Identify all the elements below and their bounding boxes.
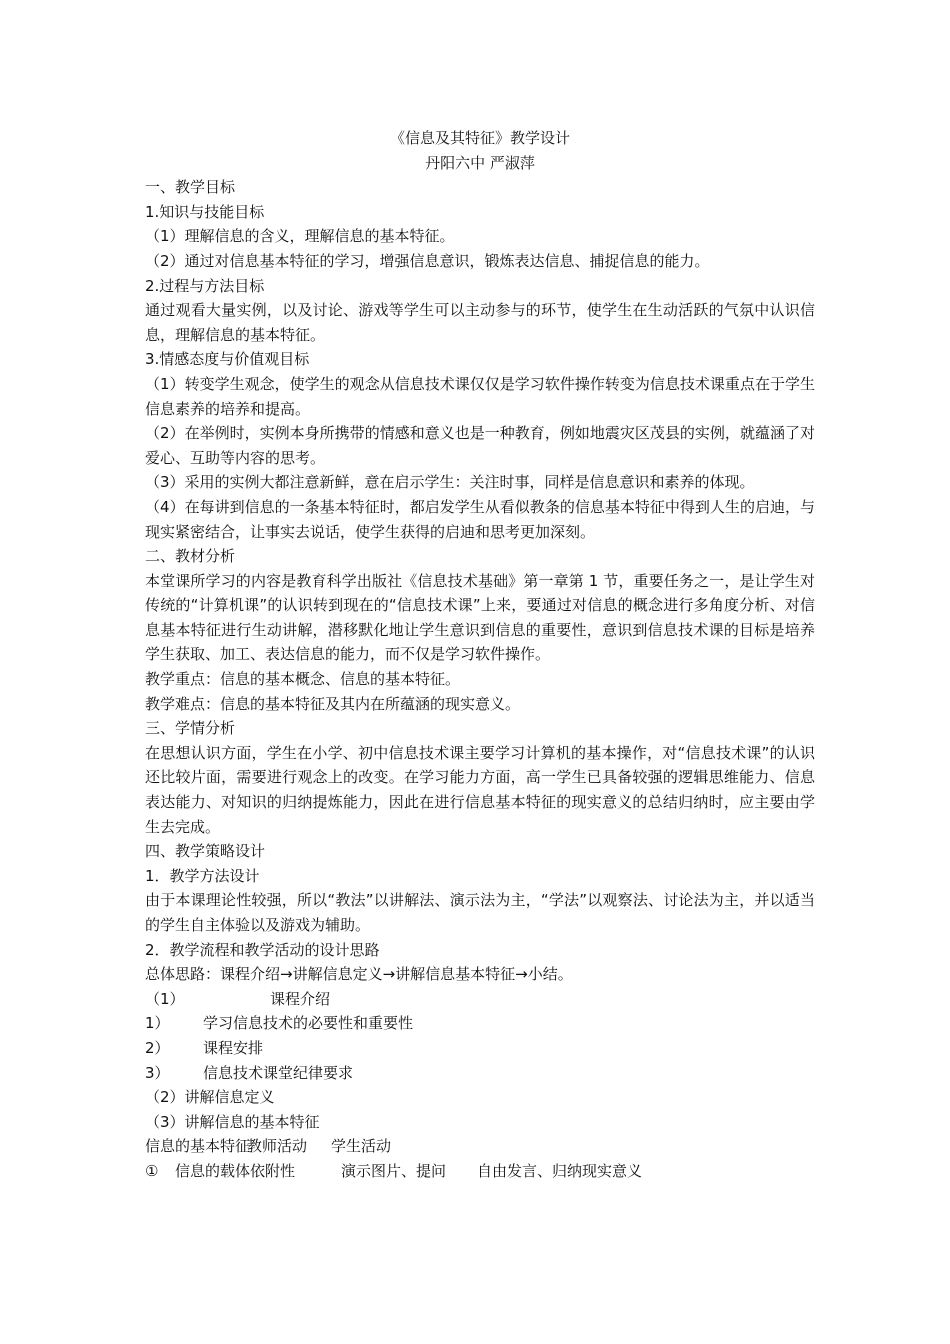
teaching-difficulties: 教学难点：信息的基本特征及其内在所蕴涵的现实意义。 [145, 694, 521, 713]
list-item-text: 课程安排 [203, 1038, 264, 1057]
list-item-number: 3） [145, 1063, 170, 1082]
objective-item: （1）转变学生观念，使学生的观念从信息技术课仅仅是学习软件操作转变为信息技术课重点在于学生信息素养的培养和提高。 [145, 374, 815, 418]
table-header-cell: 教师活动 [247, 1137, 308, 1156]
subheading-process-method: 2.过程与方法目标 [145, 276, 265, 295]
table-header-row [145, 1134, 815, 1159]
subheading-attitude-values: 3.情感态度与价值观目标 [145, 350, 310, 369]
list-item [145, 1061, 815, 1086]
paragraph-method-design: 由于本课理论性较强，所以“教法”以讲解法、演示法为主，“学法”以观察法、讨论法为主，并以适当的学生自主体验以及游戏为辅助。 [145, 891, 815, 934]
list-item [145, 1011, 815, 1036]
document-author: 丹阳六中 严淑萍 [425, 153, 535, 172]
table-cell: 自由发言、归纳现实意义 [477, 1161, 643, 1180]
section-heading-learner-analysis: 三、学情分析 [145, 719, 236, 738]
section-heading-material-analysis: 二、教材分析 [145, 547, 236, 566]
list-item-text: 学习信息技术的必要性和重要性 [203, 1014, 414, 1033]
flow-step-2: （2）讲解信息定义 [145, 1088, 275, 1107]
subheading-method-design: 1．教学方法设计 [145, 866, 260, 885]
overall-approach: 总体思路：课程介绍→讲解信息定义→讲解信息基本特征→小结。 [145, 965, 573, 984]
objective-item: （1）理解信息的含义，理解信息的基本特征。 [145, 227, 455, 246]
teaching-key-points: 教学重点：信息的基本概念、信息的基本特征。 [145, 670, 461, 689]
paragraph-process-method: 通过观看大量实例，以及讨论、游戏等学生可以主动参与的环节，使学生在生动活跃的气氛中认识信息，理解信息的基本特征。 [145, 301, 815, 344]
list-item-text: 信息技术课堂纪律要求 [203, 1063, 354, 1082]
flow-step-3: （3）讲解信息的基本特征 [145, 1112, 320, 1131]
paragraph-material-analysis: 本堂课所学习的内容是教育科学出版社《信息技术基础》第一章第 1 节，重要任务之一，是让学生对传统的“计算机课”的认识转到现在的“信息技术课”上来，要通过对信息的概念进行多角度分析、对信息基本特征进行生动讲解，潜移默化地让学生意识到信息的重要性，意识到信息技术课的目标是培养学生获取、加工、表达信息的能力，而不仅是学习软件操作。 [145, 571, 815, 664]
table-header-cell: 信息的基本特征 [145, 1137, 251, 1156]
table-row [145, 1159, 815, 1184]
subheading-flow-design: 2．教学流程和教学活动的设计思路 [145, 940, 380, 959]
paragraph-learner-analysis: 在思想认识方面，学生在小学、初中信息技术课主要学习计算机的基本操作，对“信息技术课”的认识还比较片面，需要进行观念上的改变。在学习能力方面，高一学生已具备较强的逻辑思维能力、信息表达能力、对知识的归纳提炼能力，因此在进行信息基本特征的现实意义的总结归纳时，应主要由学生去完成。 [145, 743, 815, 836]
list-item-number: 1） [145, 1014, 170, 1033]
objective-item: （3）采用的实例大都注意新鲜，意在启示学生：关注时事，同样是信息意识和素养的体现。 [145, 473, 755, 492]
section-heading-strategy-design: 四、教学策略设计 [145, 842, 266, 861]
objective-item: （2）通过对信息基本特征的学习，增强信息意识，锻炼表达信息、捕捉信息的能力。 [145, 251, 710, 270]
objective-item: （4）在每讲到信息的一条基本特征时，都启发学生从看似教条的信息基本特征中得到人生的启迪，与现实紧密结合，让事实去说话，使学生获得的启迪和思考更加深刻。 [145, 497, 815, 541]
table-cell: 信息的载体依附性 [175, 1161, 296, 1180]
list-item-number: 2） [145, 1038, 170, 1057]
table-header-cell: 学生活动 [331, 1137, 392, 1156]
flow-step-1 [145, 987, 815, 1012]
document-title: 《信息及其特征》教学设计 [389, 129, 570, 147]
section-heading-objectives: 一、教学目标 [145, 178, 236, 197]
subheading-knowledge-skills: 1.知识与技能目标 [145, 202, 265, 221]
flow-step-label: 课程介绍 [270, 989, 331, 1008]
flow-step-number: （1） [145, 989, 185, 1008]
document-page [145, 126, 815, 1184]
objective-item: （2）在举例时，实例本身所携带的情感和意义也是一种教育，例如地震灾区茂县的实例，就蕴涵了对爱心、互助等内容的思考。 [145, 424, 815, 467]
list-item [145, 1036, 815, 1061]
table-cell: ① [145, 1161, 159, 1180]
table-cell: 演示图片、提问 [341, 1161, 447, 1180]
